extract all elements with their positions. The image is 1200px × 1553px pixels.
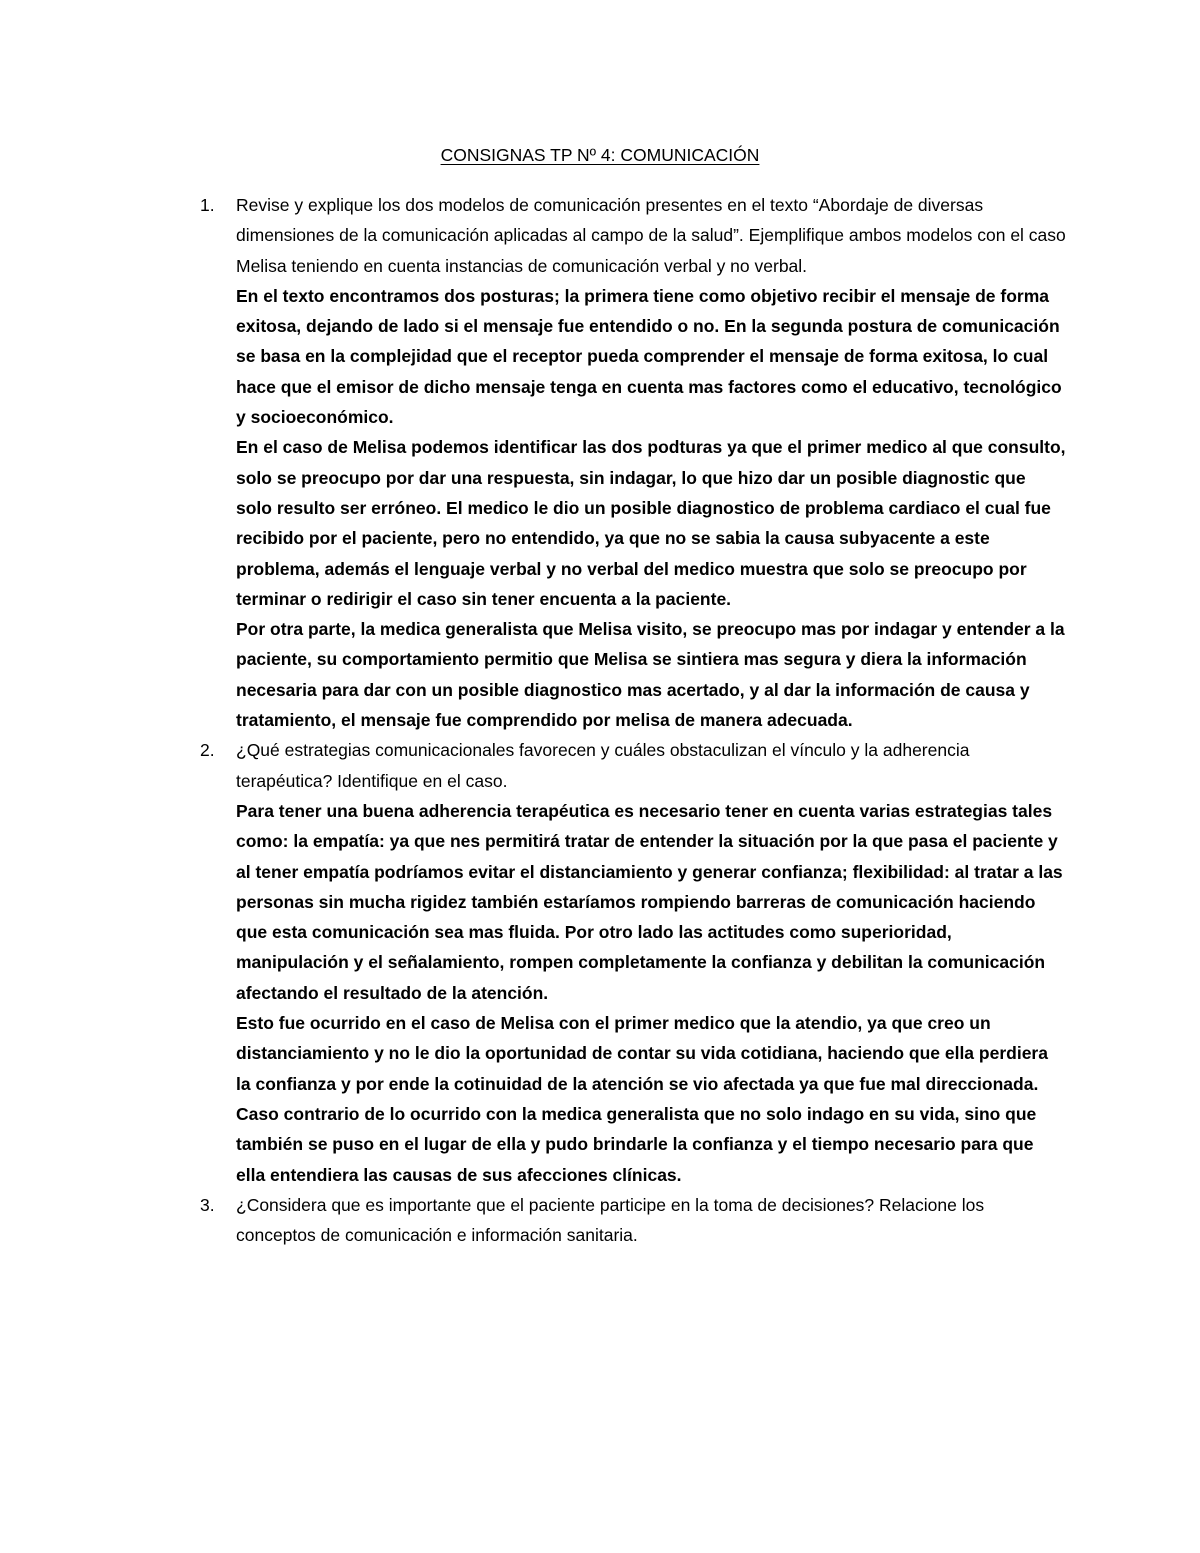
- question-item: [200, 190, 1066, 735]
- answer-paragraph: Caso contrario de lo ocurrido con la medica generalista que no solo indago en su vida, sino que también se puso en el lugar de ella y pudo brindarle la confianza y el tiempo necesario para que ella entendiera las causas de sus afecciones clínicas.: [236, 1103, 1037, 1185]
- question-text: ¿Qué estrategias comunicacionales favorecen y cuáles obstaculizan el vínculo y la adherencia terapéutica? Identifique en el caso.: [236, 740, 970, 791]
- question-item: [200, 1190, 1066, 1251]
- answer-paragraph: Para tener una buena adherencia terapéutica es necesario tener en cuenta varias estrategias tales como: la empatía: ya que nes permitirá tratar de entender la situación por la que pasa el paciente y al tener empatía podríamos evitar el distanciamiento y generar confianza; flexibilidad: al tratar a las personas sin mucha rigidez también estaríamos rompiendo barreras de comunicación haciendo que esta comunicación sea mas fluida. Por otro lado las actitudes como superioridad, manipulación y el señalamiento, rompen completamente la confianza y debilitan la comunicación afectando el resultado de la atención.: [236, 800, 1063, 1003]
- answer-paragraph: En el texto encontramos dos posturas; la primera tiene como objetivo recibir el mensaje de forma exitosa, dejando de lado si el mensaje fue entendido o no. En la segunda postura de comunicación se basa en la complejidad que el receptor pueda comprender el mensaje de forma exitosa, lo cual hace que el emisor de dicho mensaje tenga en cuenta mas factores como el educativo, tecnológico y socioeconómico.: [236, 285, 1062, 428]
- answer-paragraph: Por otra parte, la medica generalista que Melisa visito, se preocupo mas por indagar y entender a la paciente, su comportamiento permitio que Melisa se sintiera mas segura y diera la información necesaria para dar con un posible diagnostico mas acertado, y al dar la información de causa y tratamiento, el mensaje fue comprendido por melisa de manera adecuada.: [236, 619, 1065, 731]
- question-number: 1.: [200, 195, 215, 215]
- answer-paragraph: En el caso de Melisa podemos identificar las dos podturas ya que el primer medico al que consulto, solo se preocupo por dar una respuesta, sin indagar, lo que hizo dar un posible diagnostic que solo resulto ser erróneo. El medico le dio un posible diagnostico de problema cardiaco el cual fue recibido por el paciente, pero no entendido, ya que no se sabia la causa subyacente a este problema, además el lenguaje verbal y no verbal del medico muestra que solo se preocupo por terminar o redirigir el caso sin tener encuenta a la paciente.: [236, 437, 1066, 609]
- question-list: [200, 190, 1066, 1250]
- question-number: 2.: [200, 740, 215, 761]
- question-text: Revise y explique los dos modelos de comunicación presentes en el texto “Abordaje de diversas dimensiones de la comunicación aplicadas al campo de la salud”. Ejemplifique ambos modelos con el caso Melisa teniendo en cuenta instancias de comunicación verbal y no verbal.: [236, 195, 1066, 276]
- document-title: CONSIGNAS TP Nº 4: COMUNICACIÓN: [440, 145, 760, 165]
- question-item: [200, 735, 1066, 1189]
- question-number: 3.: [200, 1194, 215, 1215]
- answer-paragraph: Esto fue ocurrido en el caso de Melisa con el primer medico que la atendio, ya que creo un distanciamiento y no le dio la oportunidad de contar su vida cotidiana, haciendo que ella perdiera la confianza y por ende la cotinuidad de la atención se vio afectada ya que fue mal direccionada.: [236, 1013, 1048, 1094]
- question-text: ¿Considera que es importante que el paciente participe en la toma de decisiones? Relacione los conceptos de comunicación e información sanitaria.: [236, 1194, 985, 1246]
